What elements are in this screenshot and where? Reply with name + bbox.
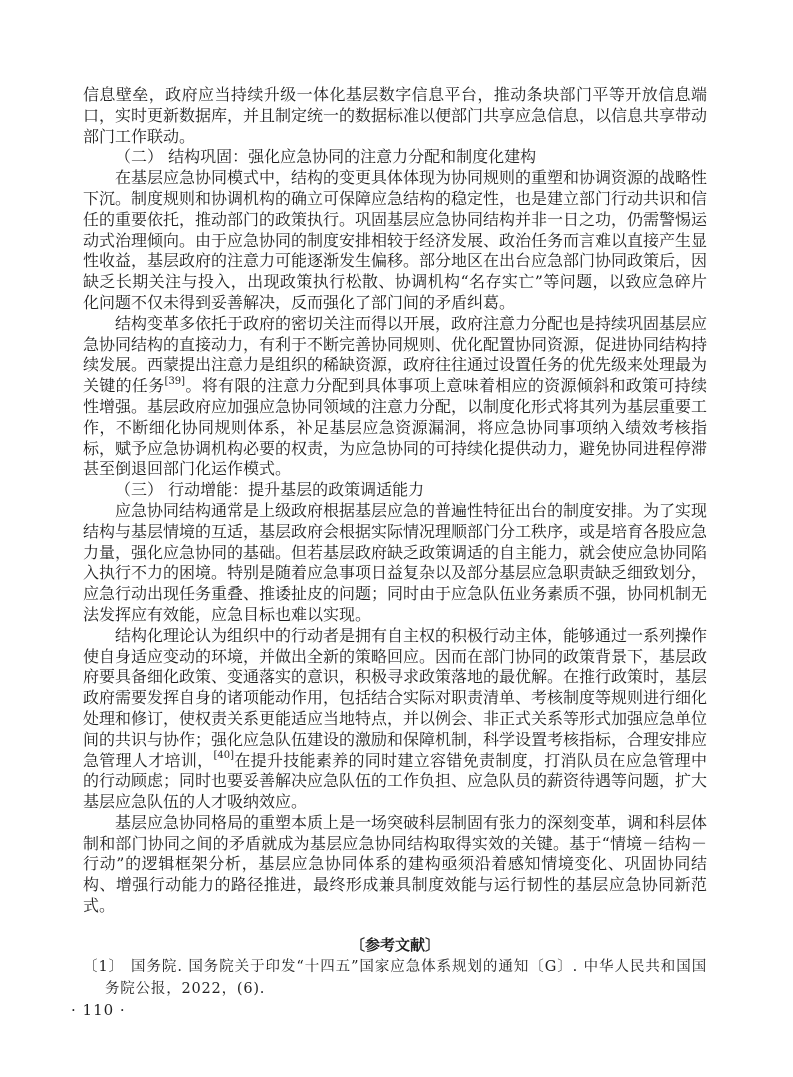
references-heading: 〔参考文献〕 (349, 935, 440, 954)
paragraph (83, 314, 707, 480)
paragraph (83, 168, 707, 314)
reference-item (83, 956, 707, 1000)
paragraph-text: 结构变革多依托于政府的密切关注而得以开展，政府注意力分配也是持续巩固基层应急协同结构的直接动力，有利于不断完善协同规则、优化配置协同资源，促进协同结构持续发展。西蒙提出注意力是组织的稀缺资源，政府往往通过设置任务的优先级来处理最为关键的任务 (83, 313, 708, 396)
paragraph-text: 结构化理论认为组织中的行动者是拥有自主权的积极行动主体，能够通过一系列操作使自身适应变动的环境，并做出全新的策略回应。因而在部门协同的政策背景下，基层政府要具备细化政策、变通落实的意识，积极寻求政策落地的最优解。在推行政策时，基层政府需要发挥自身的诸项能动作用，包括结合实际对职责清单、考核制度等规则进行细化处理和修订，使权责关系更能适应当地特点，并以例会、非正式关系等形式加强应急单位间的共识与协作；强化应急队伍建设的激励和保障机制，科学设置考核指标，合理安排应急管理人才培训， (83, 625, 708, 770)
paragraph (83, 626, 707, 813)
references-section (83, 935, 707, 1000)
reference-text: 国务院. 国务院关于印发“十四五”国家应急体系规划的通知〔G〕. 中华人民共和国国务院公报，2022，(6). (105, 958, 707, 997)
paragraph-text: 。将有限的注意力分配到具体事项上意味着相应的资源倾斜和政策可持续性增强。基层政府应加强应急协同领域的注意力分配，以制度化形式将其列为基层重要工作，不断细化协同规则体系，补足基层应急资源漏洞，将应急协同事项纳入绩效考核指标，赋予应急协调机构必要的权责，为应急协同的可持续化提供动力，避免协同进程停滞甚至倒退回部门化运作模式。 (83, 376, 708, 479)
article-body (83, 85, 707, 917)
paragraph-text: 在提升技能素养的同时建立容错免责制度，打消队员在应急管理中的行动顾虑；同时也要妥善解决应急队伍的工作负担、应急队员的薪资待遇等问题，扩大基层应急队伍的人才吸纳效应。 (83, 750, 708, 812)
paragraph-text: 信息壁垒，政府应当持续升级一体化基层数字信息平台，推动条块部门平等开放信息端口，实时更新数据库，并且制定统一的数据标准以便部门共享应急信息，以信息共享带动部门工作联动。 (83, 85, 708, 146)
paragraph (83, 501, 707, 626)
paragraph-text: 基层应急协同格局的重塑本质上是一场突破科层制固有张力的深刻变革，调和科层体制和部门协同之间的矛盾就成为基层应急协同结构取得实效的关键。基于“情境－结构－行动”的逻辑框架分析，基层应急协同体系的建构亟须沿着感知情境变化、巩固协同结构、增强行动能力的路径推进，最终形成兼具制度效能与运行韧性的基层应急协同新范式。 (83, 812, 708, 916)
page-number: · 110 · (71, 1000, 126, 1019)
section-heading (83, 147, 707, 168)
paragraph (83, 85, 707, 147)
paragraph-text: 在基层应急协同模式中，结构的变更具体体现为协同规则的重塑和协调资源的战略性下沉。制度规则和协调机构的确立可保障应急结构的稳定性，也是建立部门行动共识和信任的重要依托，推动部门的政策执行。巩固基层应急协同结构并非一日之功，仍需警惕运动式治理倾向。由于应急协同的制度安排相较于经济发展、政治任务而言难以直接产生显性收益，基层政府的注意力可能逐渐发生偏移。部分地区在出台应急部门协同政策后，因缺乏长期关注与投入，出现政策执行松散、协调机构“名存实亡”等问题，以致应急碎片化问题不仅未得到妥善解决，反而强化了部门间的矛盾纠葛。 (83, 168, 708, 312)
paragraph (83, 813, 707, 917)
section-heading (83, 480, 707, 501)
citation-marker: [39] (164, 375, 186, 387)
paragraph-text: 应急协同结构通常是上级政府根据基层应急的普遍性特征出台的制度安排。为了实现结构与基层情境的互适，基层政府会根据实际情况理顺部门分工秩序，或是培育各股应急力量，强化应急协同的基础。但若基层政府缺乏政策调适的自主能力，就会使应急协同陷入执行不力的困境。特别是随着应急事项日益复杂以及部分基层应急职责缺乏细致划分，应急行动出现任务重叠、推诿扯皮的问题；同时由于应急队伍业务素质不强，协同机制无法发挥应有效能，应急目标也难以实现。 (83, 500, 708, 624)
citation-marker: [40] (213, 750, 235, 762)
paragraph-text: （三） 行动增能：提升基层的政策调适能力 (115, 480, 425, 500)
reference-label: 〔1〕 (83, 958, 125, 975)
reference-list (83, 956, 707, 1000)
paragraph-text: （二） 结构巩固：强化应急协同的注意力分配和制度化建构 (115, 147, 537, 167)
